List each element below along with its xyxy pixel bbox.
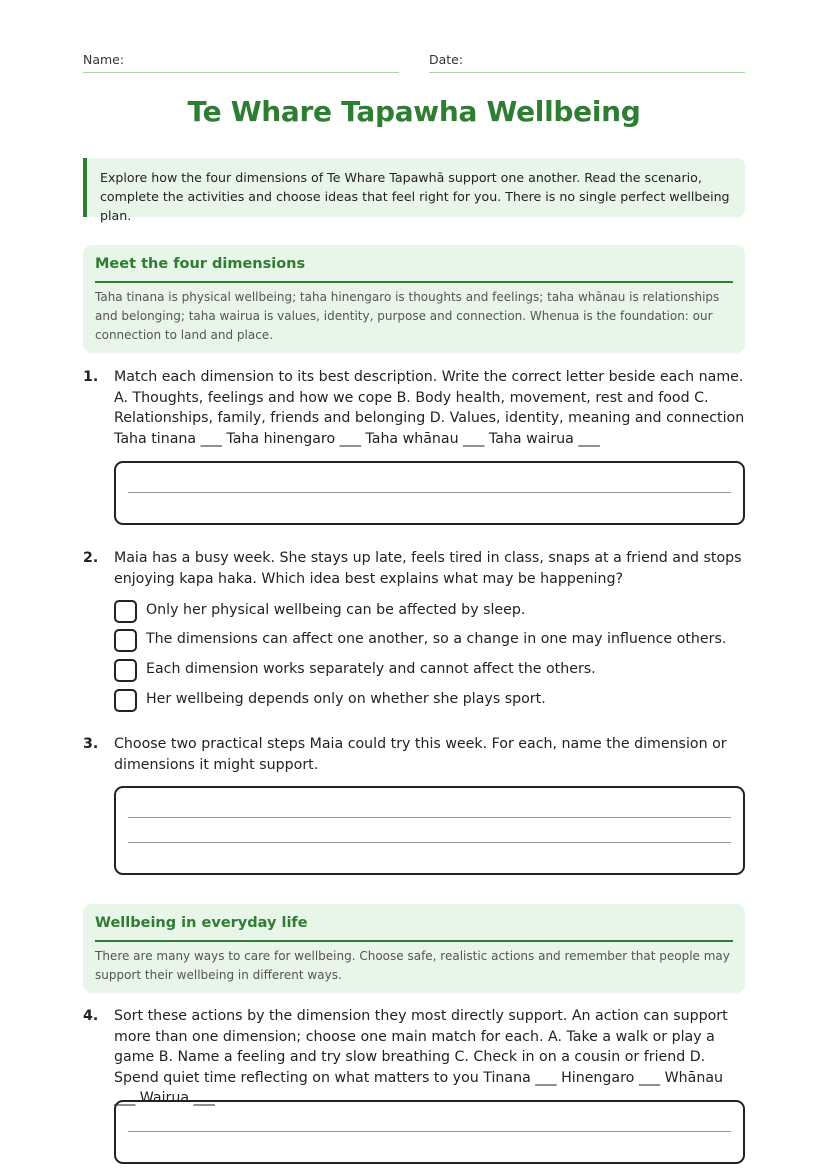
question-text: Match each dimension to its best description. Write the correct letter beside each name. A. Thoughts, feelings and how we cope B. Body health, movement, rest and food C. Relationships, family, friends and belonging D. Values, identity, meaning and connection Taha tinana ___ Taha hinengaro ___ Taha whānau ___ Taha wairua ___	[114, 369, 745, 447]
option-label: Her wellbeing depends only on whether she plays sport.	[146, 691, 546, 707]
question-text: Maia has a busy week. She stays up late, feels tired in class, snaps at a friend and stops enjoying kapa haka. Which idea best explains what may be happening?	[114, 550, 742, 587]
question-number: 3.	[83, 736, 99, 752]
section-body: Taha tinana is physical wellbeing; taha hinengaro is thoughts and feelings; taha whānau is relationships and belonging; taha wairua is values, identity, purpose and connection. Whenua is the foundation: our connection to land and place.	[95, 290, 720, 342]
name-label: Name:	[83, 52, 125, 67]
checkbox[interactable]	[114, 689, 137, 712]
section-heading: Wellbeing in everyday life	[95, 904, 733, 942]
answer-box-1[interactable]	[114, 461, 745, 525]
question-number: 1.	[83, 369, 99, 385]
question-text: Sort these actions by the dimension they most directly support. An action can support more than one dimension; choose one main match for each. A. Take a walk or play a game B. Name a feeling and try slow breathing C. Check in on a cousin or friend D. Spend quiet time reflecting on what matters to you Tinana ___ Hinengaro ___ Whānau ___ Wairua ___	[114, 1008, 728, 1107]
intro-callout: Explore how the four dimensions of Te Whare Tapawhā support one another. Read the scenario, complete the activities and choose ideas that feel right for you. There is no single perfect wellbeing plan.	[83, 158, 745, 217]
page-title: Te Whare Tapawha Wellbeing	[187, 95, 641, 128]
section-body: There are many ways to care for wellbeing. Choose safe, realistic actions and remember that people may support their wellbeing in different ways.	[95, 949, 730, 982]
writing-line	[128, 492, 731, 493]
option-label: Only her physical wellbeing can be affected by sleep.	[146, 602, 526, 618]
writing-line	[128, 817, 731, 818]
question-text: Choose two practical steps Maia could try this week. For each, name the dimension or dimensions it might support.	[114, 736, 727, 773]
section-panel-everyday	[83, 904, 745, 993]
answer-box-4[interactable]	[114, 1100, 745, 1164]
date-field[interactable]	[429, 52, 745, 73]
option-label: The dimensions can affect one another, so a change in one may influence others.	[146, 631, 727, 647]
section-heading: Meet the four dimensions	[95, 245, 733, 283]
name-field[interactable]	[83, 52, 399, 73]
worksheet-header	[83, 52, 745, 74]
option-label: Each dimension works separately and cannot affect the others.	[146, 661, 596, 677]
writing-line	[128, 1131, 731, 1132]
date-label: Date:	[429, 52, 464, 67]
section-panel-dimensions	[83, 245, 745, 353]
writing-line	[128, 842, 731, 843]
question-number: 4.	[83, 1008, 99, 1024]
answer-box-3[interactable]	[114, 786, 745, 875]
checkbox[interactable]	[114, 629, 137, 652]
question-number: 2.	[83, 550, 99, 566]
checkbox[interactable]	[114, 600, 137, 623]
checkbox[interactable]	[114, 659, 137, 682]
